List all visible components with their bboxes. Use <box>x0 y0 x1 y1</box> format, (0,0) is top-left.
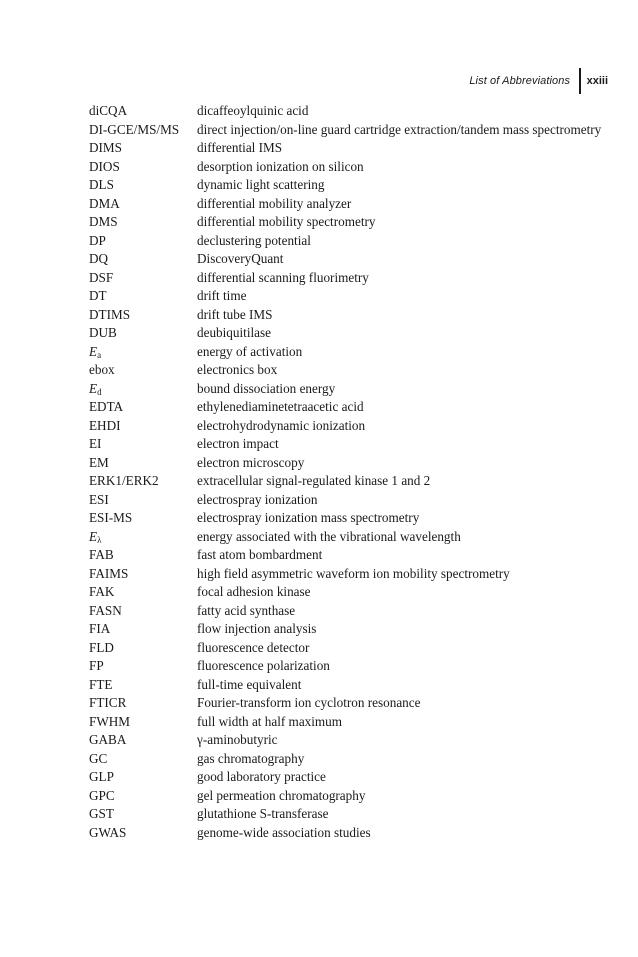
abbreviation-symbol: GLP <box>89 769 114 784</box>
running-head <box>469 69 608 93</box>
abbreviation-term <box>89 343 197 362</box>
abbreviation-entry <box>89 565 609 584</box>
abbreviation-symbol: GC <box>89 750 108 766</box>
abbreviation-term <box>89 694 197 713</box>
abbreviation-subscript: d <box>97 386 102 397</box>
abbreviation-entry <box>89 768 609 787</box>
abbreviation-symbol: DIMS <box>89 140 122 155</box>
abbreviation-term <box>89 713 197 732</box>
abbreviation-symbol: E <box>89 528 98 544</box>
abbreviation-term <box>89 491 197 510</box>
abbreviation-entry <box>89 435 609 454</box>
abbreviation-term <box>89 435 197 454</box>
abbreviation-definition: γ-aminobutyric <box>197 732 278 747</box>
abbreviation-entry <box>89 454 609 473</box>
abbreviation-symbol: GST <box>89 806 114 821</box>
abbreviation-entry <box>89 694 609 713</box>
abbreviation-entry <box>89 620 609 639</box>
abbreviation-symbol: FLD <box>89 639 114 655</box>
abbreviation-entry <box>89 158 609 177</box>
abbreviation-entry <box>89 287 609 306</box>
abbreviation-term <box>89 250 197 269</box>
header-divider <box>579 68 581 94</box>
abbreviation-symbol: FP <box>89 658 104 673</box>
abbreviation-entry <box>89 176 609 195</box>
abbreviation-symbol: DTIMS <box>89 306 131 322</box>
abbreviation-symbol: ERK1/ERK2 <box>89 473 159 488</box>
abbreviation-term <box>89 676 197 695</box>
abbreviation-term <box>89 102 197 121</box>
abbreviation-symbol: GWAS <box>89 824 127 840</box>
abbreviation-entry <box>89 417 609 436</box>
abbreviation-symbol: FTE <box>89 676 113 692</box>
abbreviation-symbol: FAB <box>89 547 114 562</box>
abbreviation-term <box>89 602 197 621</box>
abbreviation-entry <box>89 509 609 528</box>
abbreviation-symbol: E <box>89 343 98 359</box>
abbreviation-term <box>89 139 197 158</box>
abbreviation-entry <box>89 657 609 676</box>
abbreviation-entry <box>89 805 609 824</box>
abbreviation-entry <box>89 269 609 288</box>
page-number: xxiii <box>586 75 608 87</box>
abbreviation-symbol: ESI-MS <box>89 510 133 525</box>
abbreviation-term <box>89 361 197 380</box>
abbreviation-definition: electrospray ionization <box>197 491 318 507</box>
abbreviation-term <box>89 546 197 565</box>
abbreviation-entry <box>89 306 609 325</box>
abbreviation-definition: electron microscopy <box>197 454 305 470</box>
abbreviation-symbol: DIOS <box>89 158 120 174</box>
abbreviation-symbol: DMS <box>89 214 118 229</box>
abbreviation-entry <box>89 472 609 491</box>
abbreviation-entry <box>89 213 609 232</box>
abbreviation-definition: fluorescence detector <box>197 639 310 655</box>
abbreviation-symbol: ebox <box>89 362 115 377</box>
abbreviation-term <box>89 324 197 343</box>
abbreviation-term <box>89 583 197 602</box>
abbreviation-entry <box>89 324 609 343</box>
abbreviation-definition: focal adhesion kinase <box>197 584 311 599</box>
abbreviation-term <box>89 657 197 676</box>
abbreviation-symbol: FAK <box>89 584 115 599</box>
abbreviation-definition: DiscoveryQuant <box>197 251 284 266</box>
abbreviation-entry <box>89 713 609 732</box>
abbreviation-term <box>89 380 197 399</box>
abbreviation-symbol: DT <box>89 288 107 303</box>
abbreviation-symbol: EI <box>89 436 102 451</box>
abbreviation-symbol: EM <box>89 454 109 470</box>
abbreviation-definition: electron impact <box>197 436 279 451</box>
abbreviation-entry <box>89 102 609 121</box>
abbreviation-term <box>89 287 197 306</box>
abbreviation-definition: energy of activation <box>197 343 303 359</box>
abbreviation-term <box>89 269 197 288</box>
abbreviation-symbol: FAIMS <box>89 565 129 581</box>
abbreviation-term <box>89 768 197 787</box>
abbreviation-term <box>89 805 197 824</box>
abbreviation-symbol: FIA <box>89 621 111 636</box>
abbreviation-entry <box>89 787 609 806</box>
abbreviation-symbol: DMA <box>89 195 120 211</box>
abbreviation-definition: full width at half maximum <box>197 713 343 729</box>
abbreviation-symbol: E <box>89 380 98 396</box>
abbreviation-entry <box>89 139 609 158</box>
abbreviation-term <box>89 731 197 750</box>
abbreviation-definition: gas chromatography <box>197 750 305 766</box>
abbreviation-definition: genome-wide association studies <box>197 824 371 840</box>
abbreviation-term <box>89 121 197 140</box>
abbreviation-definition: gel permeation chromatography <box>197 787 366 803</box>
abbreviation-definition: drift time <box>197 288 247 303</box>
abbreviation-symbol: DI-GCE/MS/MS <box>89 121 180 137</box>
abbreviation-definition: dynamic light scattering <box>197 177 325 192</box>
abbreviation-term <box>89 787 197 806</box>
abbreviation-definition: electrospray ionization mass spectrometry <box>197 510 420 525</box>
abbreviation-term <box>89 195 197 214</box>
abbreviation-term <box>89 158 197 177</box>
abbreviation-entry <box>89 380 609 399</box>
abbreviation-entry <box>89 250 609 269</box>
abbreviation-definition: differential IMS <box>197 140 283 155</box>
abbreviation-entry <box>89 361 609 380</box>
abbreviation-symbol: DQ <box>89 251 109 266</box>
abbreviation-definition: Fourier-transform ion cyclotron resonance <box>197 695 421 710</box>
abbreviation-symbol: diCQA <box>89 103 128 118</box>
abbreviation-entry <box>89 528 609 547</box>
abbreviation-term <box>89 620 197 639</box>
abbreviation-symbol: EHDI <box>89 417 121 433</box>
abbreviation-symbol: GABA <box>89 732 127 747</box>
abbreviation-term <box>89 565 197 584</box>
abbreviation-definition: energy associated with the vibrational wavelength <box>197 528 461 544</box>
abbreviation-definition: drift tube IMS <box>197 306 273 322</box>
abbreviation-symbol: DUB <box>89 325 117 340</box>
abbreviation-entry <box>89 195 609 214</box>
abbreviation-entry <box>89 232 609 251</box>
abbreviation-entry <box>89 731 609 750</box>
abbreviation-symbol: DSF <box>89 269 114 285</box>
abbreviation-definition: fast atom bombardment <box>197 547 323 562</box>
abbreviation-term <box>89 639 197 658</box>
abbreviation-entry <box>89 583 609 602</box>
abbreviation-definition: glutathione S-transferase <box>197 806 329 821</box>
abbreviation-term <box>89 750 197 769</box>
abbreviation-subscript: λ <box>97 534 102 545</box>
abbreviation-term <box>89 454 197 473</box>
abbreviation-term <box>89 176 197 195</box>
abbreviation-entry <box>89 343 609 362</box>
abbreviation-definition: ethylenediaminetetraacetic acid <box>197 399 364 414</box>
abbreviation-definition: fatty acid synthase <box>197 602 296 618</box>
abbreviation-term <box>89 213 197 232</box>
abbreviation-definition: declustering potential <box>197 232 311 248</box>
abbreviation-symbol: EDTA <box>89 399 124 414</box>
abbreviation-definition: electronics box <box>197 362 278 377</box>
abbreviation-definition: good laboratory practice <box>197 769 326 784</box>
abbreviation-subscript: a <box>97 349 102 360</box>
abbreviation-symbol: FTICR <box>89 695 127 710</box>
abbreviation-entry <box>89 676 609 695</box>
abbreviation-term <box>89 824 197 843</box>
abbreviation-symbol: GPC <box>89 787 115 803</box>
abbreviation-term <box>89 417 197 436</box>
abbreviation-term <box>89 472 197 491</box>
abbreviation-definition: extracellular signal-regulated kinase 1 and 2 <box>197 473 431 488</box>
abbreviation-term <box>89 232 197 251</box>
abbreviation-term <box>89 509 197 528</box>
abbreviation-entry <box>89 546 609 565</box>
abbreviation-list <box>89 102 609 842</box>
abbreviation-definition: high field asymmetric waveform ion mobility spectrometry <box>197 565 510 581</box>
abbreviation-definition: dicaffeoylquinic acid <box>197 103 309 118</box>
abbreviation-entry <box>89 824 609 843</box>
abbreviation-term <box>89 306 197 325</box>
abbreviation-definition: electrohydrodynamic ionization <box>197 417 366 433</box>
abbreviation-term <box>89 398 197 417</box>
abbreviation-definition: bound dissociation energy <box>197 380 336 396</box>
abbreviation-entry <box>89 602 609 621</box>
abbreviation-definition: differential mobility spectrometry <box>197 214 376 229</box>
abbreviation-definition: differential mobility analyzer <box>197 195 352 211</box>
abbreviation-symbol: ESI <box>89 491 109 507</box>
abbreviation-definition: direct injection/on-line guard cartridge extraction/tandem mass spectrometry <box>197 121 602 137</box>
abbreviation-term <box>89 528 197 547</box>
abbreviation-entry <box>89 491 609 510</box>
abbreviation-symbol: DLS <box>89 177 114 192</box>
abbreviation-symbol: FWHM <box>89 713 131 729</box>
abbreviation-definition: full-time equivalent <box>197 676 302 692</box>
abbreviation-definition: desorption ionization on silicon <box>197 158 364 174</box>
abbreviation-symbol: FASN <box>89 602 122 618</box>
abbreviation-entry <box>89 398 609 417</box>
section-title: List of Abbreviations <box>469 75 571 87</box>
abbreviation-definition: deubiquitilase <box>197 325 271 340</box>
abbreviation-symbol: DP <box>89 232 106 248</box>
abbreviation-entry <box>89 121 609 140</box>
abbreviation-entry <box>89 639 609 658</box>
abbreviation-definition: flow injection analysis <box>197 621 317 636</box>
abbreviation-definition: fluorescence polarization <box>197 658 330 673</box>
abbreviation-entry <box>89 750 609 769</box>
abbreviation-definition: differential scanning fluorimetry <box>197 269 369 285</box>
